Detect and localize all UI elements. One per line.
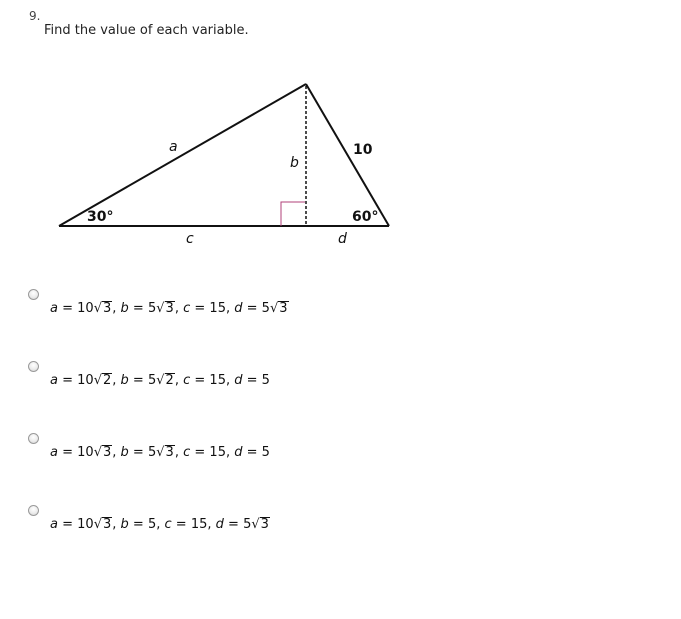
var-b: b [120, 373, 129, 388]
separator: , [112, 517, 121, 532]
equals: = [223, 517, 244, 532]
answer-text [50, 301, 289, 316]
equals: = [128, 301, 148, 316]
var-b: b [120, 517, 129, 532]
separator: , [112, 445, 121, 460]
answer-option-4[interactable] [28, 505, 628, 545]
radio-button[interactable] [28, 505, 39, 516]
b-coefficient: 5 [147, 301, 157, 316]
equals: = [57, 373, 78, 388]
question-number: 9. [29, 9, 41, 23]
question-prompt: Find the value of each variable. [44, 23, 249, 38]
sqrt-symbol: √3 [156, 301, 174, 316]
sqrt-symbol: √3 [93, 517, 112, 532]
var-a: a [50, 301, 58, 316]
equals: = [57, 445, 78, 460]
d-radicand: 3 [279, 301, 288, 316]
answer-option-2[interactable] [28, 361, 628, 401]
sqrt-symbol: √3 [156, 445, 174, 460]
answer-text [50, 445, 270, 460]
answer-text [50, 373, 270, 388]
b-radicand: 3 [165, 445, 174, 460]
separator: , [225, 445, 235, 460]
radio-button[interactable] [28, 289, 39, 300]
triangle-figure [0, 0, 681, 280]
equals: = [190, 301, 210, 316]
separator: , [174, 301, 184, 316]
var-a: a [50, 373, 58, 388]
separator: , [156, 517, 165, 532]
b-coefficient: 5 [147, 445, 157, 460]
b-coefficient: 5 [147, 373, 157, 388]
separator: , [207, 517, 216, 532]
var-d: d [234, 445, 243, 460]
var-b: b [120, 301, 129, 316]
side-a [59, 84, 306, 226]
var-c: c [183, 373, 191, 388]
equals: = [128, 445, 148, 460]
separator: , [112, 373, 121, 388]
var-d: d [234, 301, 243, 316]
equals: = [190, 445, 210, 460]
sqrt-symbol: √2 [93, 373, 112, 388]
b-radicand: 3 [165, 301, 174, 316]
label-a: a [169, 139, 178, 155]
sqrt-symbol: √3 [269, 301, 288, 316]
right-angle-mark [281, 202, 305, 226]
separator: , [112, 301, 121, 316]
b-radicand: 2 [165, 373, 174, 388]
var-b: b [120, 445, 129, 460]
c-value: 15 [209, 445, 226, 460]
separator: , [174, 373, 184, 388]
equals: = [171, 517, 191, 532]
d-value: 5 [261, 445, 270, 460]
d-coefficient: 5 [243, 517, 252, 532]
var-d: d [215, 517, 224, 532]
var-a: a [50, 517, 58, 532]
equals: = [242, 373, 262, 388]
c-value: 15 [209, 301, 226, 316]
var-d: d [234, 373, 243, 388]
label-b: b [290, 155, 299, 171]
d-coefficient: 5 [261, 301, 270, 316]
separator: , [174, 445, 184, 460]
equals: = [190, 373, 210, 388]
d-value: 5 [261, 373, 270, 388]
equals: = [242, 445, 262, 460]
a-radicand: 2 [102, 373, 112, 388]
a-radicand: 3 [102, 301, 112, 316]
radio-button[interactable] [28, 361, 39, 372]
sqrt-symbol: √2 [156, 373, 174, 388]
b-value: 5 [147, 517, 157, 532]
side-10 [306, 84, 389, 226]
label-c: c [186, 231, 194, 247]
answer-option-3[interactable] [28, 433, 628, 473]
equals: = [57, 301, 78, 316]
label-side-10: 10 [353, 142, 373, 158]
sqrt-symbol: √3 [93, 445, 112, 460]
var-c: c [183, 445, 191, 460]
a-coefficient: 10 [77, 445, 94, 460]
var-a: a [50, 445, 58, 460]
separator: , [225, 373, 235, 388]
c-value: 15 [190, 517, 208, 532]
label-angle-60: 60° [352, 209, 379, 225]
sqrt-symbol: √3 [251, 517, 269, 532]
a-coefficient: 10 [77, 517, 94, 532]
a-coefficient: 10 [77, 373, 94, 388]
var-c: c [183, 301, 191, 316]
equals: = [242, 301, 262, 316]
a-radicand: 3 [102, 517, 112, 532]
answer-text [50, 517, 270, 532]
sqrt-symbol: √3 [93, 301, 112, 316]
radio-button[interactable] [28, 433, 39, 444]
equals: = [128, 517, 148, 532]
d-radicand: 3 [260, 517, 269, 532]
a-radicand: 3 [102, 445, 112, 460]
label-angle-30: 30° [87, 209, 114, 225]
equals: = [57, 517, 78, 532]
var-c: c [164, 517, 172, 532]
equals: = [128, 373, 148, 388]
a-coefficient: 10 [77, 301, 94, 316]
answer-option-1[interactable] [28, 289, 628, 329]
c-value: 15 [209, 373, 226, 388]
label-d: d [338, 231, 347, 247]
separator: , [225, 301, 235, 316]
